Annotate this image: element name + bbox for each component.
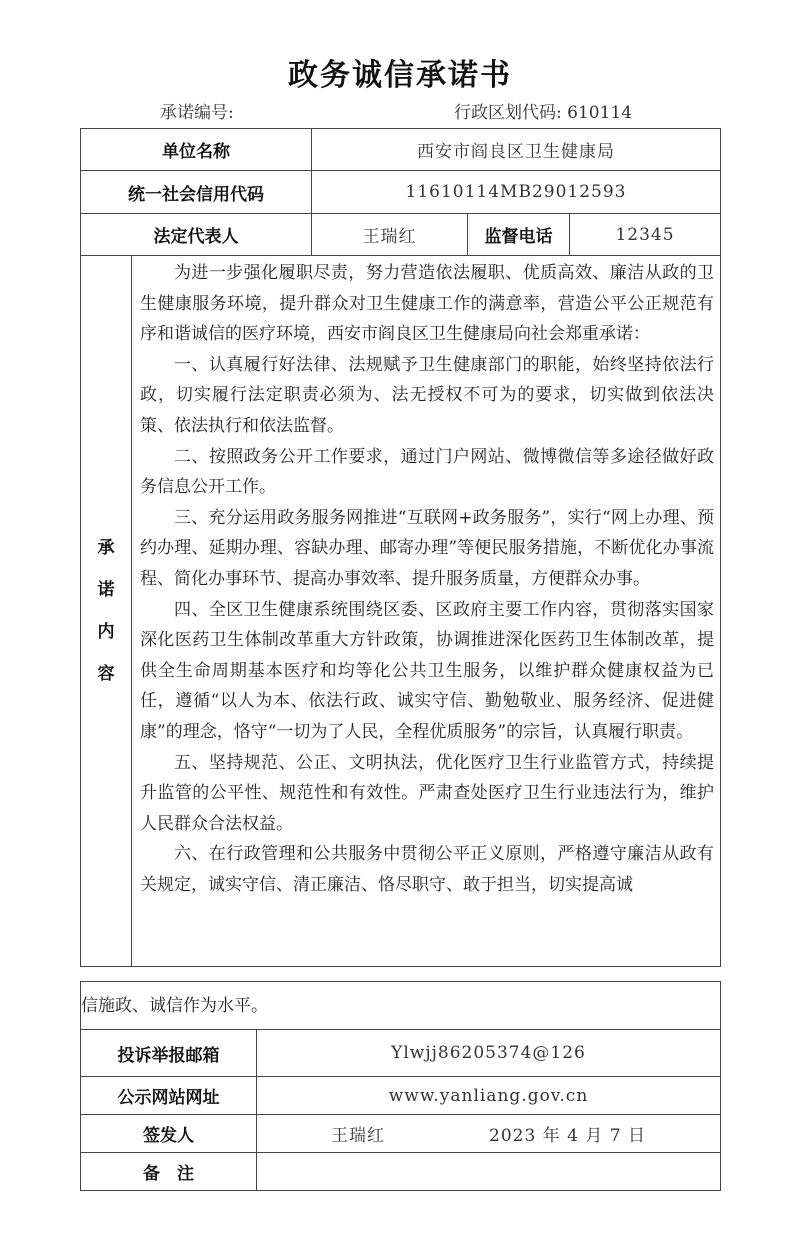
commitment-paragraph-3: 三、充分运用政务服务网推进“互联网+政务服务”，实行“网上办理、预约办理、延期办理、容缺办理、邮寄办理”等便民服务措施，不断优化办事流程、简化办事环节、提高办事效率、提升服务质量，方便群众办事。 xyxy=(140,507,715,589)
website-row xyxy=(81,1077,721,1115)
phone-value: 12345 xyxy=(570,214,721,256)
email-label: 投诉举报邮箱 xyxy=(81,1030,257,1077)
commitment-paragraph-4: 四、全区卫生健康系统围绕区委、区政府主要工作内容，贯彻落实国家深化医药卫生体制改革重大方针政策，协调推进深化医药卫生体制改革，提供全生命周期基本医疗和均等化公共卫生服务，以维护群众健康权益为已任，遵循“以人为本、依法行政、诚实守信、勤勉敬业、服务经济、促进健康”的理念，恪守“一切为了人民，全程优质服务”的宗旨，认真履行职责。 xyxy=(140,599,715,742)
remarks-row xyxy=(81,1153,721,1191)
signer-cell xyxy=(257,1115,721,1153)
legal-rep-label: 法定代表人 xyxy=(81,214,312,256)
signer-name: 王瑞红 xyxy=(331,1126,386,1146)
content-label xyxy=(81,256,132,967)
credit-code-row xyxy=(81,171,721,214)
commitment-paragraph-6: 六、在行政管理和公共服务中贯彻公平正义原则，严格遵守廉洁从政有关规定，诚实守信、清正廉洁、恪尽职守、敢于担当，切实提高诚 xyxy=(140,844,715,895)
intro-paragraph: 为进一步强化履职尽责，努力营造依法履职、优质高效、廉洁从政的卫生健康服务环境，提升群众对卫生健康工作的满意率，营造公平公正规范有序和谐诚信的医疗环境，西安市阎良区卫生健康局向社会郑重承诺： xyxy=(140,263,715,345)
legal-rep-row xyxy=(81,214,721,256)
content-label-char: 内 xyxy=(97,622,115,642)
content-row xyxy=(81,256,721,967)
continuation-text: 信施政、诚信作为水平。 xyxy=(81,982,721,1030)
content-body xyxy=(132,256,721,967)
content-label-char: 承 xyxy=(97,538,115,558)
commitment-table xyxy=(80,128,721,967)
region-code: 行政区划代码: 610114 xyxy=(454,103,633,123)
email-value: Ylwjj86205374@126 xyxy=(257,1030,721,1077)
signer-label: 签发人 xyxy=(81,1115,257,1153)
signer-row xyxy=(81,1115,721,1153)
remarks-value xyxy=(257,1153,721,1191)
credit-code-value: 11610114MB29012593 xyxy=(312,171,721,214)
sign-date: 2023 年 4 月 7 日 xyxy=(489,1126,646,1146)
content-label-char: 容 xyxy=(97,664,115,684)
commitment-paragraph-1: 一、认真履行好法律、法规赋予卫生健康部门的职能，始终坚持依法行政，切实履行法定职责必须为、法无授权不可为的要求，切实做到依法决策、依法执行和依法监督。 xyxy=(140,354,715,436)
website-value: www.yanliang.gov.cn xyxy=(257,1077,721,1115)
unit-name-value: 西安市阎良区卫生健康局 xyxy=(312,129,721,171)
remarks-label: 备 注 xyxy=(81,1153,257,1191)
unit-name-row xyxy=(81,129,721,171)
credit-code-label: 统一社会信用代码 xyxy=(81,171,312,214)
continuation-text-row xyxy=(81,982,721,1030)
continuation-table xyxy=(80,981,721,1191)
commitment-number-label: 承诺编号: xyxy=(160,103,234,123)
document-title: 政务诚信承诺书 xyxy=(288,58,512,93)
commitment-paragraph-5: 五、坚持规范、公正、文明执法，优化医疗卫生行业监管方式，持续提升监管的公平性、规范性和有效性。严肃查处医疗卫生行业违法行为，维护人民群众合法权益。 xyxy=(140,752,715,834)
commitment-paragraph-2: 二、按照政务公开工作要求，通过门户网站、微博微信等多途径做好政务信息公开工作。 xyxy=(140,446,715,498)
phone-label: 监督电话 xyxy=(468,214,570,256)
email-row xyxy=(81,1030,721,1077)
website-label: 公示网站网址 xyxy=(81,1077,257,1115)
content-label-char: 诺 xyxy=(97,580,115,600)
legal-rep-value: 王瑞红 xyxy=(312,214,468,256)
unit-name-label: 单位名称 xyxy=(81,129,312,171)
